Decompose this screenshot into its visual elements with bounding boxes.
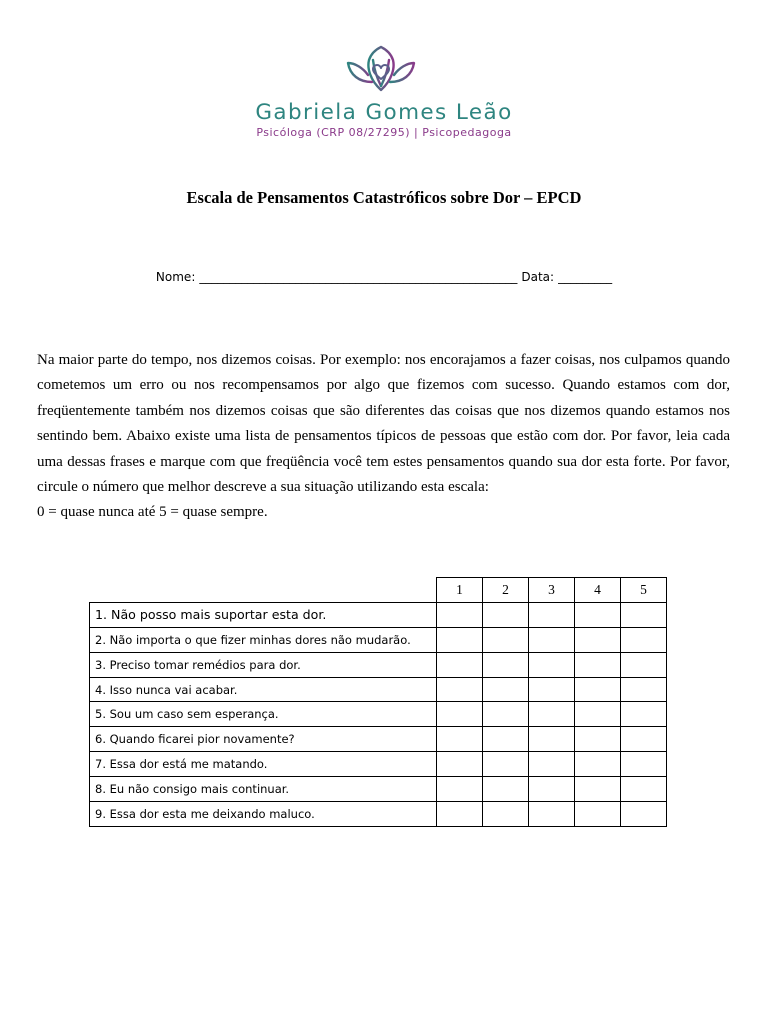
statement-cell: 9. Essa dor esta me deixando maluco.: [90, 802, 437, 827]
table-row: [90, 802, 667, 827]
rating-cell[interactable]: [483, 777, 529, 802]
rating-cell[interactable]: [483, 652, 529, 677]
statement-cell: 2. Não importa o que fizer minhas dores não mudarão.: [90, 627, 437, 652]
table-row: [90, 777, 667, 802]
rating-cell[interactable]: [483, 727, 529, 752]
rating-cell[interactable]: [621, 752, 667, 777]
rating-cell[interactable]: [437, 777, 483, 802]
rating-cell[interactable]: [483, 752, 529, 777]
lotus-heart-icon: [343, 44, 419, 94]
rating-cell[interactable]: [621, 702, 667, 727]
rating-cell[interactable]: [483, 802, 529, 827]
table-header-row: [90, 578, 667, 603]
rating-cell[interactable]: [575, 702, 621, 727]
rating-cell[interactable]: [437, 627, 483, 652]
rating-cell[interactable]: [529, 702, 575, 727]
statement-cell: 8. Eu não consigo mais continuar.: [90, 777, 437, 802]
statement-cell: 5. Sou um caso sem esperança.: [90, 702, 437, 727]
table-row: [90, 727, 667, 752]
statement-cell: 4. Isso nunca vai acabar.: [90, 677, 437, 702]
statement-cell: 3. Preciso tomar remédios para dor.: [90, 652, 437, 677]
table-row: [90, 652, 667, 677]
rating-cell[interactable]: [575, 727, 621, 752]
rating-cell[interactable]: [483, 627, 529, 652]
statement-cell: 6. Quando ficarei pior novamente?: [90, 727, 437, 752]
brand-subtitle: Psicóloga (CRP 08/27295) | Psicopedagoga: [256, 126, 512, 139]
rating-cell[interactable]: [575, 802, 621, 827]
rating-cell[interactable]: [483, 602, 529, 627]
name-label: Nome:: [155, 270, 196, 284]
intro-paragraph: Na maior parte do tempo, nos dizemos coisas. Por exemplo: nos encorajamos a fazer coisas, nos culpamos quando cometemos um erro ou nos recompensamos por algo que fizemos com sucesso. Quando estamos com dor, freqüentemente também nos dizemos coisas que são diferentes das coisas que nos dizemos quando estamos nos sentindo bem. Abaixo existe uma lista de pensamentos típicos de pessoas que estão com dor. Por favor, leia cada uma dessas frases e marque com que freqüência você tem estes pensamentos quando sua dor esta forte. Por favor, circule o número que melhor descreve a sua situação utilizando esta escala:: [37, 352, 730, 496]
rating-cell[interactable]: [437, 677, 483, 702]
column-header: 1: [437, 578, 483, 603]
rating-cell[interactable]: [575, 602, 621, 627]
date-label: Data:: [521, 270, 555, 284]
column-header: 3: [529, 578, 575, 603]
rating-cell[interactable]: [437, 802, 483, 827]
rating-cell[interactable]: [621, 627, 667, 652]
table-row: [90, 702, 667, 727]
rating-cell[interactable]: [621, 727, 667, 752]
name-field[interactable]: _____________________________________________________: [199, 270, 518, 284]
rating-cell[interactable]: [437, 702, 483, 727]
document-title: Escala de Pensamentos Catastróficos sobre Dor – EPCD: [186, 188, 582, 207]
rating-cell[interactable]: [621, 802, 667, 827]
rating-cell[interactable]: [575, 627, 621, 652]
column-header: 5: [621, 578, 667, 603]
column-header: 4: [575, 578, 621, 603]
date-field[interactable]: _________: [558, 270, 613, 284]
rating-cell[interactable]: [437, 727, 483, 752]
scale-explanation: 0 = quase nunca até 5 = quase sempre.: [37, 504, 268, 520]
rating-cell[interactable]: [575, 777, 621, 802]
rating-cell[interactable]: [621, 677, 667, 702]
rating-cell[interactable]: [575, 677, 621, 702]
table-row: [90, 677, 667, 702]
rating-cell[interactable]: [529, 802, 575, 827]
name-date-line: [0, 270, 768, 284]
statement-cell: 1. Não posso mais suportar esta dor.: [90, 602, 437, 627]
rating-cell[interactable]: [529, 652, 575, 677]
brand-name: Gabriela Gomes Leão: [255, 100, 513, 125]
rating-cell[interactable]: [529, 602, 575, 627]
table-row: [90, 627, 667, 652]
rating-cell[interactable]: [529, 752, 575, 777]
rating-cell[interactable]: [529, 627, 575, 652]
rating-cell[interactable]: [575, 752, 621, 777]
header-blank-cell: [90, 578, 437, 603]
rating-cell[interactable]: [621, 652, 667, 677]
rating-cell[interactable]: [483, 702, 529, 727]
rating-cell[interactable]: [621, 777, 667, 802]
rating-cell[interactable]: [529, 777, 575, 802]
statement-cell: 7. Essa dor está me matando.: [90, 752, 437, 777]
column-header: 2: [483, 578, 529, 603]
rating-cell[interactable]: [437, 652, 483, 677]
rating-cell[interactable]: [529, 727, 575, 752]
rating-cell[interactable]: [483, 677, 529, 702]
table-row: [90, 752, 667, 777]
rating-cell[interactable]: [529, 677, 575, 702]
rating-cell[interactable]: [621, 602, 667, 627]
rating-cell[interactable]: [437, 752, 483, 777]
rating-cell[interactable]: [575, 652, 621, 677]
table-row: [90, 602, 667, 627]
rating-table: [89, 577, 667, 827]
rating-cell[interactable]: [437, 602, 483, 627]
